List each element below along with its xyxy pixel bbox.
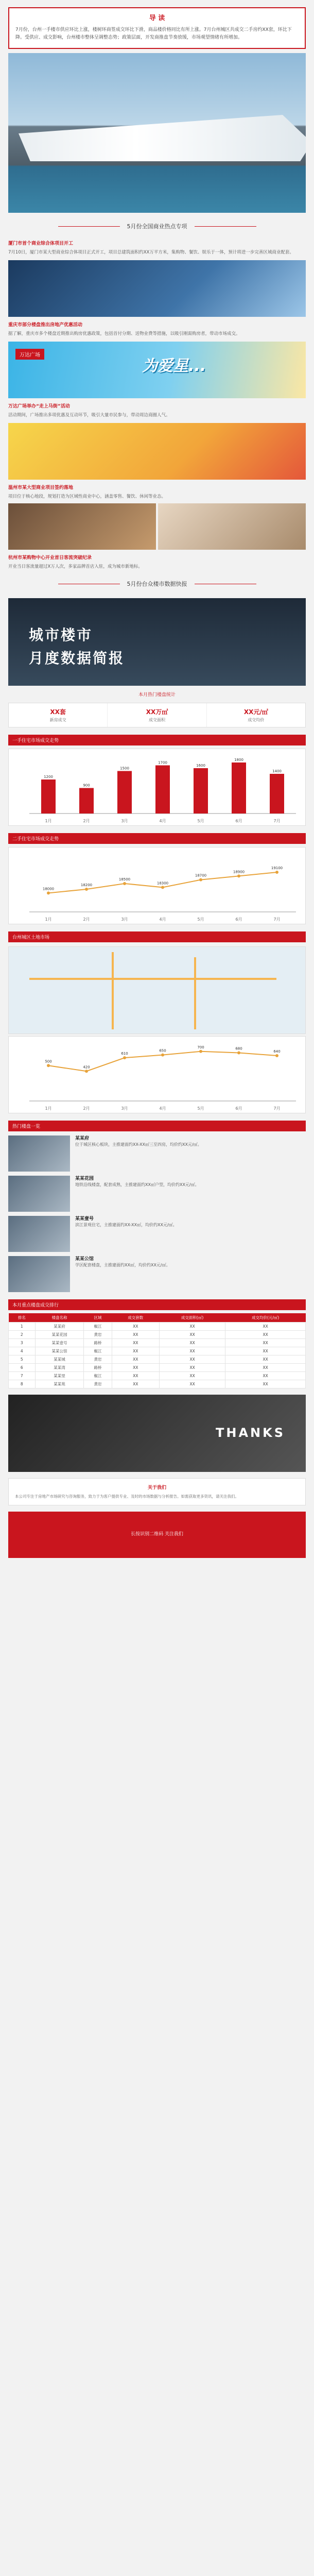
x-tick-label: 5月 — [197, 1106, 204, 1111]
point — [85, 1070, 88, 1073]
x-tick-label: 3月 — [121, 819, 128, 823]
point — [161, 1054, 164, 1057]
table-cell: 某某城 — [35, 1355, 84, 1364]
point — [123, 882, 126, 885]
table-row — [9, 1331, 306, 1339]
x-tick-label: 4月 — [159, 917, 166, 922]
table-cell: XX — [159, 1372, 225, 1380]
point — [161, 886, 164, 889]
data-label: 900 — [83, 783, 90, 788]
x-tick-label: 7月 — [273, 1106, 281, 1111]
table-cell: 某某里 — [35, 1372, 84, 1380]
table-cell: XX — [112, 1347, 159, 1355]
table-cell: 黄岩 — [84, 1355, 112, 1364]
table-cell: XX — [159, 1339, 225, 1347]
land-map — [8, 946, 306, 1034]
data-label: 500 — [45, 1059, 52, 1064]
table-cell: XX — [225, 1331, 306, 1339]
listing-item[interactable]: 某某壹号 滨江景观住宅，主推建面约XX-XX㎡，均价约XX元/㎡。 — [8, 1216, 306, 1252]
table-cell: 某某湾 — [35, 1364, 84, 1372]
table-cell: XX — [159, 1355, 225, 1364]
table-cell: XX — [159, 1331, 225, 1339]
ranking-table — [8, 1313, 306, 1388]
table-row — [9, 1380, 306, 1388]
news-title: 厦门市首个商业综合体项目开工 — [8, 241, 74, 246]
section-bar: 一手住宅市场成交走势 — [8, 735, 306, 745]
point — [85, 888, 88, 891]
listing-item[interactable]: 某某花园 地铁沿线楼盘，配套成熟，主推建面约XX㎡户型，均价约XX元/㎡。 — [8, 1176, 306, 1212]
bar — [117, 771, 132, 814]
x-tick-label: 6月 — [235, 819, 242, 823]
x-tick-label: 3月 — [121, 917, 128, 922]
bar — [232, 762, 246, 814]
data-label: 700 — [197, 1045, 204, 1049]
point — [199, 1050, 202, 1053]
news-text: 7月10日，厦门市某大型商业综合体项目正式开工，项目总建筑面积约XX万平方米，集购物、餐饮、娱乐于一体，预计将进一步完善区域商业配套。 — [8, 250, 294, 255]
x-tick-label: 2月 — [83, 1106, 90, 1111]
point — [275, 1054, 278, 1057]
cover-line-1: 城市楼市 — [29, 626, 93, 643]
section-bar: 二手住宅市场成交走势 — [8, 833, 306, 844]
table-cell: XX — [225, 1323, 306, 1331]
bar — [194, 768, 208, 814]
data-label: 1200 — [44, 775, 53, 779]
intro-text: 7月份，台州一手楼市供应环比上涨，楼树环商签成交环比下滑，商品楼价格同比有所上涨。7月台州城区共成交二手房约XX套，环比下降。受供应、成交影响，台州楼市整体呈调整态势；政策层面，开发商推盘节奏放缓，市场观望情绪有所增加。 — [15, 27, 292, 40]
table-cell: 某某壹号 — [35, 1339, 84, 1347]
news-photo — [8, 260, 306, 317]
intro-title: 导 读 — [149, 14, 165, 22]
banner-headline: 为爱星... — [142, 357, 206, 375]
point — [47, 1064, 50, 1067]
table-cell: XX — [225, 1364, 306, 1372]
news-block-2 — [8, 322, 306, 337]
table-cell: XX — [112, 1331, 159, 1339]
table-cell: 某某苑 — [35, 1380, 84, 1388]
table-cell: 6 — [9, 1364, 36, 1372]
table-cell: 某某府 — [35, 1323, 84, 1331]
bar — [79, 788, 94, 814]
table-cell: XX — [159, 1323, 225, 1331]
table-header: 区域 — [84, 1313, 112, 1323]
table-header: 排名 — [9, 1313, 36, 1323]
x-tick-label: 1月 — [45, 1106, 52, 1111]
kpi: XX元/㎡ 成交均价 — [243, 708, 268, 722]
table-cell: 5 — [9, 1355, 36, 1364]
about-text: 本公司专注于房地产市场研究与咨询服务，致力于为客户提供专业、及时的市场数据与分析报告。如需获取更多资讯，请关注我们。 — [15, 1494, 239, 1499]
table-cell: XX — [159, 1364, 225, 1372]
about-title: 关于我们 — [147, 1485, 166, 1490]
table-row — [9, 1323, 306, 1331]
promo-banner — [8, 342, 306, 398]
hero-image — [8, 53, 306, 213]
bar — [270, 774, 284, 814]
x-tick-label: 6月 — [235, 917, 242, 922]
table-header: 成交均价(元/㎡) — [225, 1313, 306, 1323]
listing-item[interactable]: 某某公馆 学区配套楼盘，主推建面约XX㎡，均价约XX元/㎡。 — [8, 1256, 306, 1292]
x-tick-label: 3月 — [121, 1106, 128, 1111]
table-cell: 某某公馆 — [35, 1347, 84, 1355]
news-title: 万达广场举办“走上马街”活动 — [8, 404, 70, 409]
section-bar: 本月重点楼盘成交排行 — [8, 1299, 306, 1310]
table-row — [9, 1355, 306, 1364]
x-tick-label: 7月 — [273, 819, 281, 823]
table-row — [9, 1339, 306, 1347]
table-cell: XX — [112, 1323, 159, 1331]
table-cell: XX — [159, 1380, 225, 1388]
table-cell: XX — [225, 1372, 306, 1380]
point — [237, 874, 240, 877]
x-tick-label: 7月 — [273, 917, 281, 922]
table-header: 楼盘名称 — [35, 1313, 84, 1323]
table-row — [9, 1372, 306, 1380]
data-label: 18200 — [80, 883, 93, 887]
x-tick-label: 5月 — [197, 917, 204, 922]
table-row — [9, 1347, 306, 1355]
thanks-banner: THANKS — [8, 1395, 306, 1472]
bar — [41, 779, 56, 814]
data-label: 1500 — [120, 766, 129, 771]
table-cell: 3 — [9, 1339, 36, 1347]
table-row — [9, 1364, 306, 1372]
about-box — [8, 1478, 306, 1505]
x-tick-label: 2月 — [83, 819, 90, 823]
point — [47, 891, 50, 894]
table-cell: 椒江 — [84, 1372, 112, 1380]
data-label: 420 — [83, 1065, 90, 1070]
x-tick-label: 1月 — [45, 917, 52, 922]
table-cell: XX — [112, 1355, 159, 1364]
x-tick-label: 4月 — [159, 819, 166, 823]
x-tick-label: 1月 — [45, 819, 52, 823]
data-label: 1800 — [234, 758, 243, 762]
chart-2 — [8, 847, 306, 924]
table-cell: 2 — [9, 1331, 36, 1339]
section-title-2: 5月份台众楼市数据快报 — [0, 570, 314, 593]
table-cell: XX — [112, 1380, 159, 1388]
table-header: 成交套数 — [112, 1313, 159, 1323]
data-label: 18000 — [42, 887, 55, 891]
chart-1 — [8, 749, 306, 826]
x-tick-label: 2月 — [83, 917, 90, 922]
footer: 长按识别二维码 关注我们 — [8, 1512, 306, 1558]
table-cell: 路桥 — [84, 1364, 112, 1372]
news-block-3 — [8, 403, 306, 419]
x-tick-label: 5月 — [197, 819, 204, 823]
data-label: 1700 — [158, 760, 167, 765]
section-bar: 台州城区土地市场 — [8, 931, 306, 942]
data-label: 1600 — [196, 764, 205, 768]
kpi: XX万㎡ 成交面积 — [108, 703, 206, 727]
table-cell: 7 — [9, 1372, 36, 1380]
bar — [155, 766, 170, 814]
table-cell: XX — [225, 1347, 306, 1355]
table-cell: 4 — [9, 1347, 36, 1355]
data-label: 610 — [121, 1052, 128, 1056]
kpi-row — [8, 703, 306, 727]
news-block-4 — [8, 485, 306, 500]
point — [237, 1052, 240, 1055]
news-title: 重庆市部分楼盘推出房地产优惠活动 — [8, 323, 83, 328]
point — [123, 1056, 126, 1059]
report-cover — [8, 598, 306, 686]
news-title: 杭州市某购物中心开业首日客流突破纪录 — [8, 555, 92, 561]
table-cell: 黄岩 — [84, 1331, 112, 1339]
table-cell: XX — [112, 1339, 159, 1347]
news-title: 温州市某大型商业项目签约落地 — [8, 485, 74, 490]
table-cell: XX — [225, 1339, 306, 1347]
data-label: 19100 — [271, 866, 283, 870]
section-bar: 热门楼盘一览 — [8, 1121, 306, 1131]
point — [199, 878, 202, 882]
table-cell: XX — [225, 1355, 306, 1364]
news-text: 活动期间，广场推出多项优惠及互动环节，吸引大量市民参与，带动周边商圈人气。 — [8, 413, 170, 418]
table-header: 成交面积(㎡) — [159, 1313, 225, 1323]
table-cell: 路桥 — [84, 1339, 112, 1347]
news-text: 据了解，重庆市多个楼盘近期推出购房优惠政策，包括首付分期、送物业费等措施，以吸引刚需购房者，带动市场成交。 — [8, 331, 240, 336]
page — [0, 7, 314, 1558]
data-label: 18500 — [118, 877, 131, 882]
chart-3 — [8, 1036, 306, 1113]
data-label: 18300 — [156, 881, 169, 886]
kpi: XX套 新房成交 — [9, 703, 108, 727]
news-text: 项目位于核心地段，规划打造为区域性商业中心，涵盖零售、餐饮、休闲等业态。 — [8, 494, 166, 499]
data-label: 650 — [159, 1048, 166, 1053]
banner-tag: 万达广场 — [15, 349, 44, 360]
subhead: 本月热门楼盘统计 — [138, 692, 176, 698]
listing-item[interactable]: 某某府 位于城区核心板块，主推建面约XX-XX㎡三至四房，均价约XX元/㎡。 — [8, 1136, 306, 1172]
news-photo — [8, 423, 306, 480]
table-cell: 黄岩 — [84, 1380, 112, 1388]
table-cell: 某某花园 — [35, 1331, 84, 1339]
data-label: 18700 — [195, 873, 207, 878]
intro-box — [8, 7, 306, 49]
section-title-1: 5月份全国商业热点专项 — [0, 213, 314, 235]
table-cell: 椒江 — [84, 1347, 112, 1355]
x-tick-label: 4月 — [159, 1106, 166, 1111]
table-cell: 8 — [9, 1380, 36, 1388]
news-text: 开业当日客流量超过X万人次，多家品牌首店入驻，成为城市新地标。 — [8, 564, 143, 569]
news-block-5 — [8, 555, 306, 570]
x-tick-label: 6月 — [235, 1106, 242, 1111]
data-label: 680 — [235, 1046, 242, 1051]
news-block-1 — [8, 241, 306, 256]
photo-pair — [8, 503, 306, 550]
table-cell: XX — [159, 1347, 225, 1355]
table-cell: XX — [112, 1364, 159, 1372]
point — [275, 871, 278, 874]
table-cell: 椒江 — [84, 1323, 112, 1331]
table-cell: XX — [112, 1372, 159, 1380]
table-cell: 1 — [9, 1323, 36, 1331]
data-label: 18900 — [233, 870, 245, 874]
data-label: 1400 — [272, 769, 282, 773]
table-cell: XX — [225, 1380, 306, 1388]
cover-line-2: 月度数据简报 — [29, 650, 125, 667]
data-label: 640 — [273, 1049, 281, 1054]
